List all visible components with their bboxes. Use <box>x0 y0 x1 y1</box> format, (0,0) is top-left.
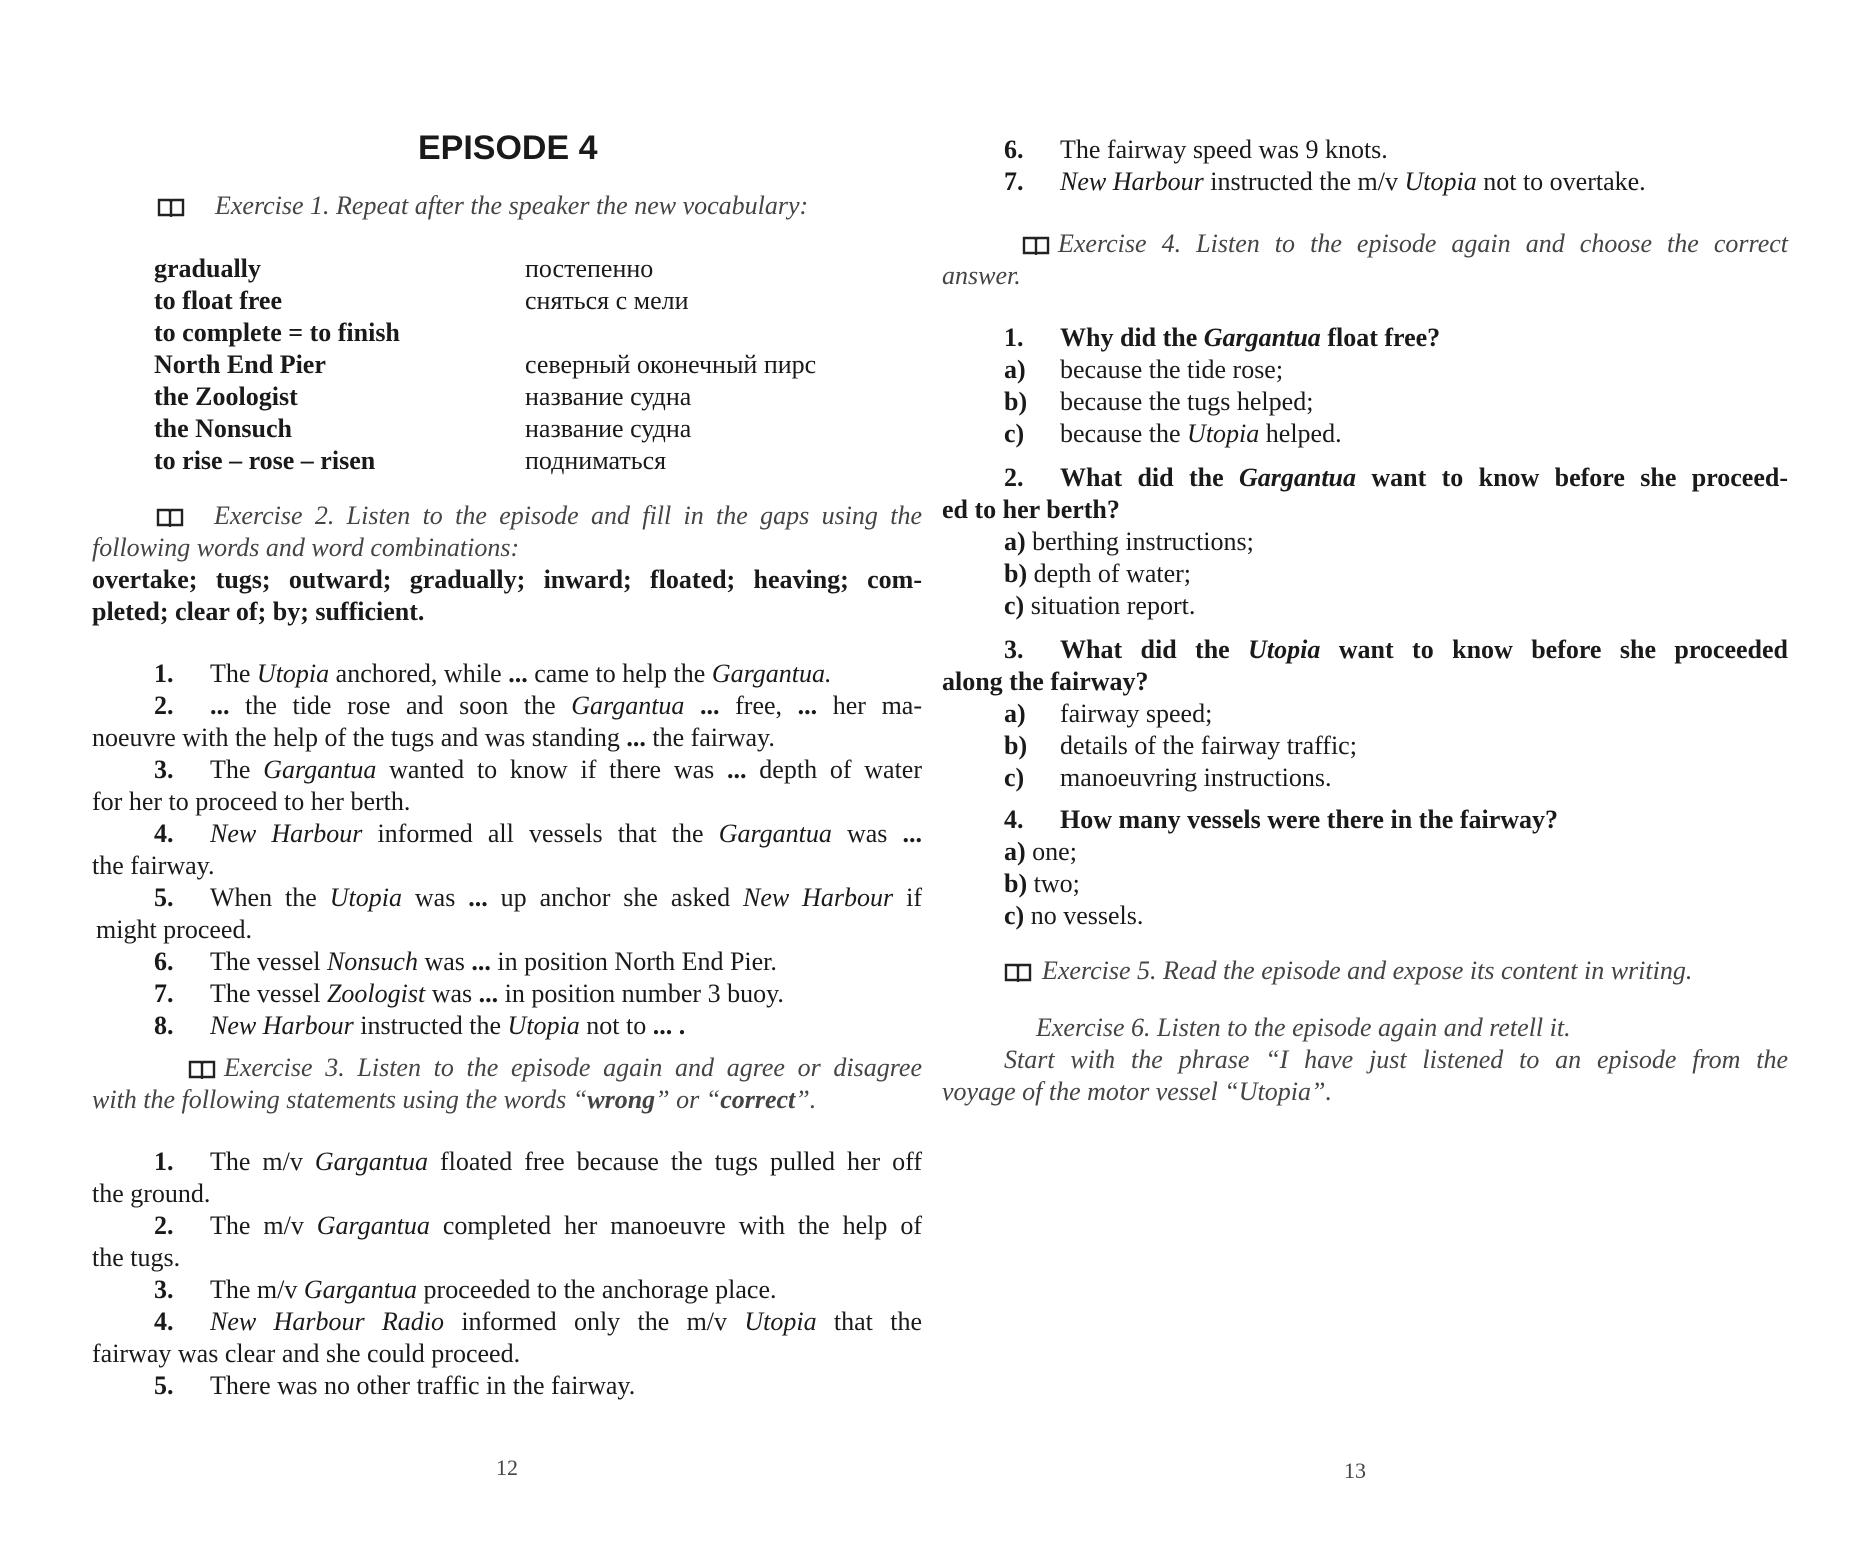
vocab-term: the Zoologist <box>154 382 298 411</box>
word-bank-cont: pleted; clear of; by; sufficient. <box>92 597 425 626</box>
answer-option: c) manoeuvring instructions. <box>1004 763 1332 792</box>
answer-option: c) because the Utopia helped. <box>1004 419 1342 448</box>
list-item: 3. The m/v Gargantua proceeded to the anchorage place. <box>154 1275 777 1304</box>
vocab-translation: название судна <box>525 414 692 443</box>
answer-option: b) depth of water; <box>1004 559 1192 588</box>
vocab-translation: сняться с мели <box>525 286 689 315</box>
exercise-6-instruction-cont: Start with the phrase “I have just listened to an episode from the <box>1004 1045 1788 1074</box>
list-item: 6. The vessel Nonsuch was ... in position North End Pier. <box>154 947 777 976</box>
list-item: 5. When the Utopia was ... up anchor she asked New Harbour if <box>154 883 922 912</box>
list-item-cont: fairway was clear and she could proceed. <box>92 1339 521 1368</box>
list-item: 5. There was no other traffic in the fairway. <box>154 1371 636 1400</box>
exercise-2-instruction-cont: following words and word combinations: <box>92 533 520 562</box>
answer-option: a) berthing instructions; <box>1004 527 1254 556</box>
question: 4. How many vessels were there in the fairway? <box>1004 805 1559 834</box>
list-item: 1. The m/v Gargantua floated free because the tugs pulled her off <box>154 1147 923 1176</box>
list-item: 7. The vessel Zoologist was ... in position number 3 buoy. <box>154 979 784 1008</box>
exercise-5-instruction: Exercise 5. Read the episode and expose its content in writing. <box>1004 955 1692 987</box>
list-item: 1. The Utopia anchored, while ... came to help the Gargantua. <box>154 659 832 688</box>
answer-option: b) details of the fairway traffic; <box>1004 731 1357 760</box>
list-item-cont: for her to proceed to her berth. <box>92 787 411 816</box>
answer-option: a) one; <box>1004 837 1077 866</box>
list-item: 2. The m/v Gargantua completed her manoeuvre with the help of <box>154 1211 922 1240</box>
answer-option: c) no vessels. <box>1004 901 1144 930</box>
book-icon <box>1004 962 1032 982</box>
list-item-cont: might proceed. <box>96 915 252 944</box>
vocab-translation: постепенно <box>525 254 654 283</box>
vocab-term: gradually <box>154 254 261 283</box>
book-icon <box>1022 235 1050 255</box>
question: 3. What did the Utopia want to know before she proceeded <box>1004 635 1789 664</box>
answer-option: b) two; <box>1004 869 1080 898</box>
answer-option: b) because the tugs helped; <box>1004 387 1314 416</box>
exercise-4-instruction-cont: answer. <box>942 261 1021 290</box>
list-item: 6. The fairway speed was 9 knots. <box>1004 135 1388 164</box>
answer-option: a) because the tide rose; <box>1004 355 1284 384</box>
right-page <box>926 0 1852 1552</box>
exercise-1-instruction: Exercise 1. Repeat after the speaker the new vocabulary: <box>157 190 808 222</box>
exercise-2-instruction: Exercise 2. Listen to the episode and fill in the gaps using the <box>92 500 922 532</box>
answer-option: a) fairway speed; <box>1004 699 1213 728</box>
question: 1. Why did the Gargantua float free? <box>1004 323 1441 352</box>
answer-option: c) situation report. <box>1004 591 1196 620</box>
book-icon <box>188 1059 216 1079</box>
exercise-6-instruction: Exercise 6. Listen to the episode again and retell it. <box>1036 1013 1571 1042</box>
list-item: 7. New Harbour instructed the m/v Utopia not to overtake. <box>1004 167 1646 196</box>
page-number: 12 <box>496 1455 518 1480</box>
book-icon <box>156 507 184 527</box>
list-item-cont: the ground. <box>92 1179 211 1208</box>
question: 2. What did the Gargantua want to know before she proceed- <box>1004 463 1789 492</box>
book-icon <box>157 197 185 217</box>
exercise-6-instruction-cont: voyage of the motor vessel “Utopia”. <box>942 1077 1332 1106</box>
exercise-3-instruction-cont: with the following statements using the words “wrong” or “correct”. <box>92 1085 817 1114</box>
vocab-term: to float free <box>154 286 283 315</box>
exercise-4-instruction: Exercise 4. Listen to the episode again and choose the correct <box>942 228 1788 260</box>
question-cont: along the fairway? <box>942 667 1149 696</box>
vocab-term: to complete = to finish <box>154 318 400 347</box>
list-item: 4. New Harbour Radio informed only the m/v Utopia that the <box>154 1307 922 1336</box>
vocab-term: North End Pier <box>154 350 326 379</box>
vocab-translation: северный оконечный пирс <box>525 350 817 379</box>
word-bank: overtake; tugs; outward; gradually; inward; floated; heaving; com- <box>92 565 922 594</box>
vocab-term: to rise – rose – risen <box>154 446 376 475</box>
vocab-translation: подниматься <box>525 446 667 475</box>
list-item: 3. The Gargantua wanted to know if there was ... depth of water <box>154 755 922 784</box>
list-item: 8. New Harbour instructed the Utopia not to ... . <box>154 1011 686 1040</box>
vocab-term: the Nonsuch <box>154 414 292 443</box>
list-item-cont: noeuvre with the help of the tugs and was standing ... the fairway. <box>92 723 775 752</box>
list-item: 4. New Harbour informed all vessels that the Gargantua was ... <box>154 819 922 848</box>
page-number: 13 <box>1344 1458 1366 1483</box>
list-item-cont: the fairway. <box>92 851 215 880</box>
exercise-3-instruction: Exercise 3. Listen to the episode again and agree or disagree <box>154 1052 922 1084</box>
episode-title: EPISODE 4 <box>418 129 598 167</box>
list-item: 2. ... the tide rose and soon the Gargantua ... free, ... her ma- <box>154 691 922 720</box>
list-item-cont: the tugs. <box>92 1243 181 1272</box>
vocab-translation: название судна <box>525 382 692 411</box>
question-cont: ed to her berth? <box>942 495 1120 524</box>
